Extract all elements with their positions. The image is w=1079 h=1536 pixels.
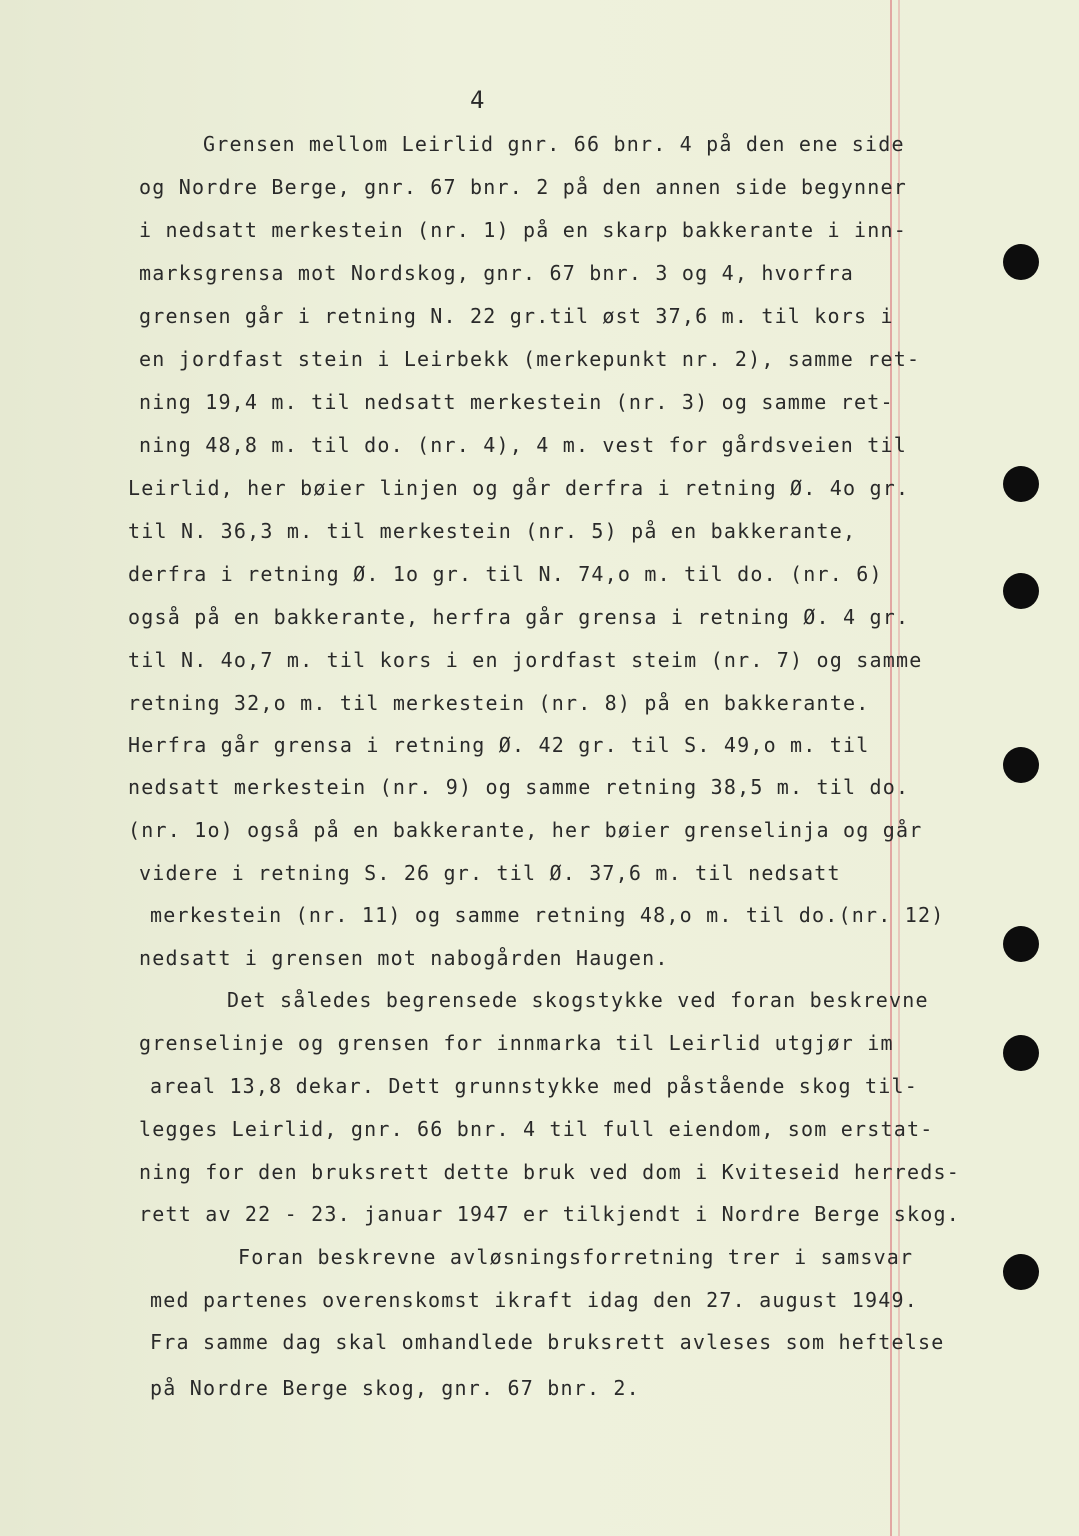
- punch-hole-4: [1003, 747, 1039, 783]
- text-line: rett av 22 - 23. januar 1947 er tilkjendt i Nordre Berge skog.: [139, 1202, 960, 1226]
- text-line: i nedsatt merkestein (nr. 1) på en skarp bakkerante i inn-: [139, 218, 907, 242]
- text-line: Grensen mellom Leirlid gnr. 66 bnr. 4 på den ene side: [203, 132, 905, 156]
- text-line: en jordfast stein i Leirbekk (merkepunkt nr. 2), samme ret-: [139, 347, 921, 371]
- text-line: og Nordre Berge, gnr. 67 bnr. 2 på den annen side begynner: [139, 175, 907, 199]
- text-line: nedsatt i grensen mot nabogården Haugen.: [139, 946, 669, 970]
- page-number: 4: [470, 86, 486, 114]
- text-line: marksgrensa mot Nordskog, gnr. 67 bnr. 3 og 4, hvorfra: [139, 261, 855, 285]
- text-line: Fra samme dag skal omhandlede bruksrett avleses som heftelse: [150, 1330, 945, 1354]
- text-line: grenselinje og grensen for innmarka til Leirlid utgjør im: [139, 1031, 894, 1055]
- text-line: areal 13,8 dekar. Dett grunnstykke med påstående skog til-: [150, 1074, 918, 1098]
- text-line: nedsatt merkestein (nr. 9) og samme retning 38,5 m. til do.: [128, 775, 910, 799]
- text-line: til N. 4o,7 m. til kors i en jordfast steim (nr. 7) og samme: [128, 648, 923, 672]
- punch-hole-5: [1003, 926, 1039, 962]
- text-line: med partenes overenskomst ikraft idag den 27. august 1949.: [150, 1288, 918, 1312]
- text-line: derfra i retning Ø. 1o gr. til N. 74,o m. til do. (nr. 6): [128, 562, 883, 586]
- punch-hole-6: [1003, 1035, 1039, 1071]
- punch-hole-3: [1003, 573, 1039, 609]
- text-line: ning for den bruksrett dette bruk ved dom i Kviteseid herreds-: [139, 1160, 960, 1184]
- text-line: Leirlid, her bøier linjen og går derfra i retning Ø. 4o gr.: [128, 476, 910, 500]
- text-line: til N. 36,3 m. til merkestein (nr. 5) på en bakkerante,: [128, 519, 857, 543]
- text-line: Herfra går grensa i retning Ø. 42 gr. til S. 49,o m. til: [128, 733, 870, 757]
- text-line: videre i retning S. 26 gr. til Ø. 37,6 m. til nedsatt: [139, 861, 841, 885]
- punch-hole-7: [1003, 1254, 1039, 1290]
- text-line: legges Leirlid, gnr. 66 bnr. 4 til full eiendom, som erstat-: [139, 1117, 934, 1141]
- punch-hole-2: [1003, 466, 1039, 502]
- text-line: ning 48,8 m. til do. (nr. 4), 4 m. vest for gårdsveien til: [139, 433, 907, 457]
- text-line: på Nordre Berge skog, gnr. 67 bnr. 2.: [150, 1376, 640, 1400]
- punch-hole-1: [1003, 244, 1039, 280]
- text-line: (nr. 1o) også på en bakkerante, her bøier grenselinja og går: [128, 818, 923, 842]
- text-line: Foran beskrevne avløsningsforretning trer i samsvar: [238, 1245, 914, 1269]
- text-line: grensen går i retning N. 22 gr.til øst 37,6 m. til kors i: [139, 304, 894, 328]
- text-line: retning 32,o m. til merkestein (nr. 8) på en bakkerante.: [128, 691, 870, 715]
- text-line: merkestein (nr. 11) og samme retning 48,o m. til do.(nr. 12): [150, 903, 945, 927]
- text-line: Det således begrensede skogstykke ved foran beskrevne: [227, 988, 929, 1012]
- text-line: også på en bakkerante, herfra går grensa i retning Ø. 4 gr.: [128, 605, 910, 629]
- text-line: ning 19,4 m. til nedsatt merkestein (nr. 3) og samme ret-: [139, 390, 894, 414]
